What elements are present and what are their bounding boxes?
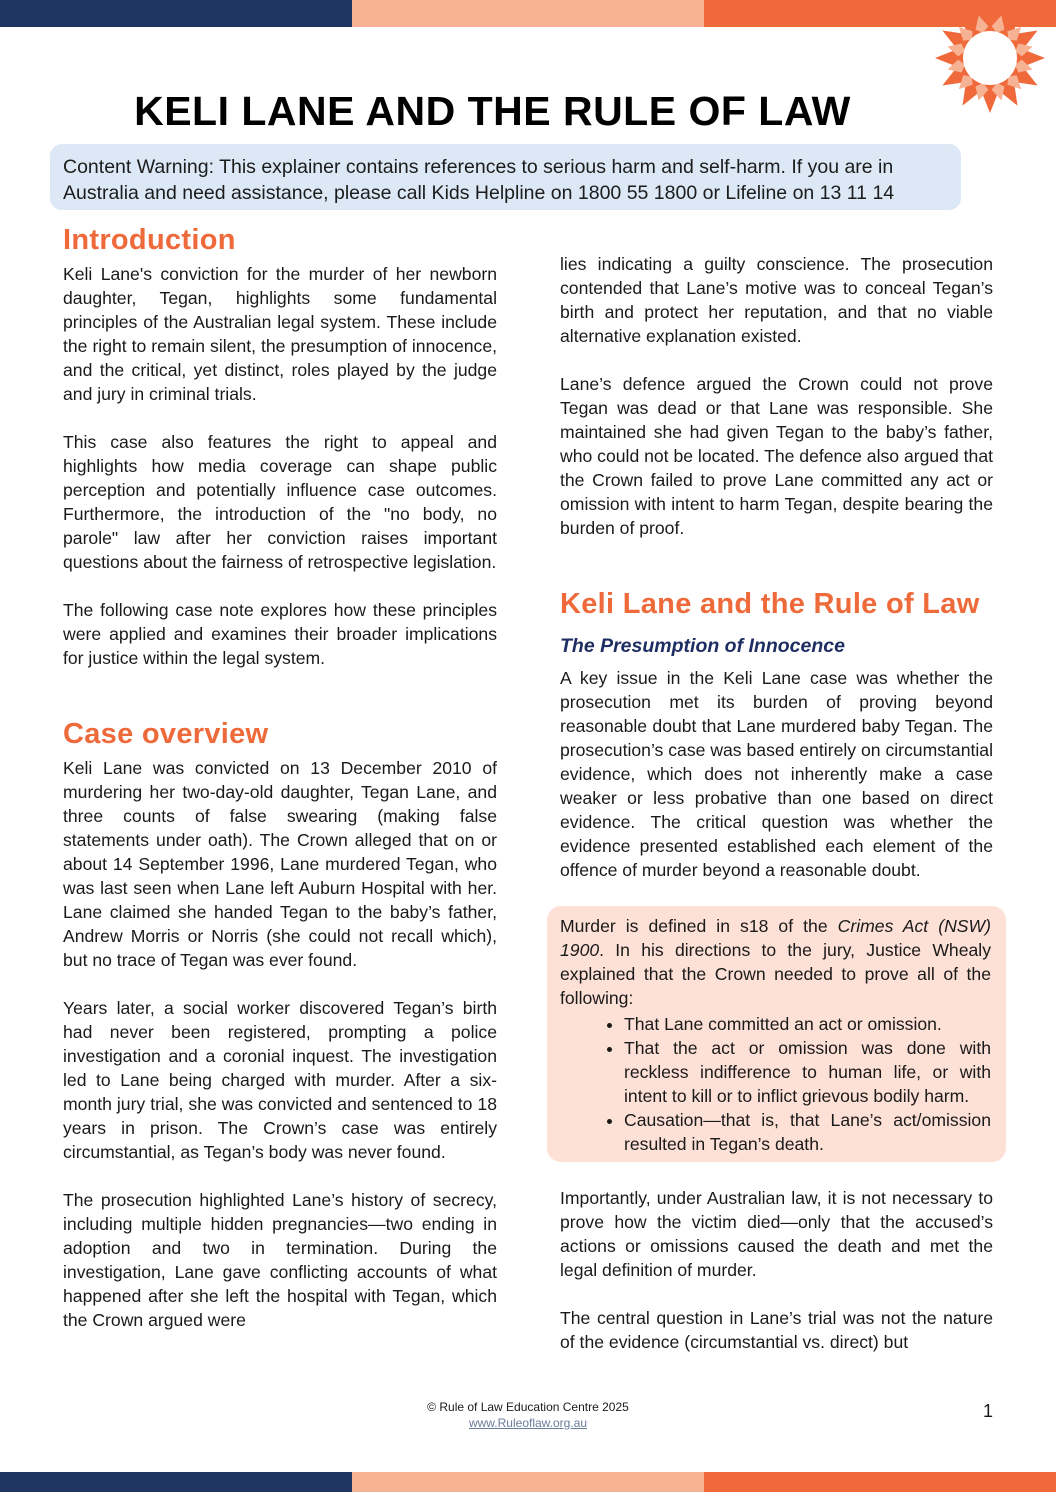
- central-question-paragraph: The central question in Lane’s trial was not the nature of the evidence (circumstantial vs. direct) but: [560, 1308, 993, 1352]
- rule-of-law-heading: Keli Lane and the Rule of Law: [560, 588, 980, 620]
- page-title: KELI LANE AND THE RULE OF LAW: [134, 88, 851, 134]
- callout-text-a: Murder is defined in s18 of the: [560, 916, 838, 936]
- bottom-color-bar: [0, 1472, 1056, 1492]
- callout-text-b: . In his directions to the jury, Justice Whealy explained that the Crown needed to prove all of the following:: [560, 940, 991, 1008]
- introduction-heading: Introduction: [63, 224, 236, 256]
- case-overview-heading: Case overview: [63, 718, 269, 750]
- page-number: 1: [983, 1401, 994, 1421]
- murder-definition-callout: [547, 906, 1006, 1162]
- top-bar-peach: [352, 0, 704, 27]
- callout-intro: [560, 914, 991, 1010]
- elements-list: [560, 1012, 991, 1156]
- list-item: • Causation—that is, that Lane’s act/omission resulted in Tegan’s death.: [624, 1108, 991, 1156]
- intro-paragraph-3: The following case note explores how these principles were applied and examines their broader implications for justice within the legal system.: [63, 600, 497, 668]
- intro-paragraph-2: This case also features the right to appeal and highlights how media coverage can shape public perception and potentially influence case outcomes. Furthermore, the introduction of the "no body, no parole" law after her conviction raises important questions about the fairness of retrospective legislation.: [63, 432, 497, 572]
- crimes-act-title: Crimes Act (NSW) 1900: [560, 916, 991, 960]
- bottom-bar-navy: [0, 1472, 352, 1492]
- overview-paragraph-2: Years later, a social worker discovered Tegan’s birth had never been registered, prompting a police investigation and a coronial inquest. The investigation led to Lane being charged with murder. After a six-month jury trial, she was convicted and sentenced to 18 years in prison. The Crown’s case was entirely circumstantial, as Tegan’s body was never found.: [63, 998, 497, 1162]
- top-bar-navy: [0, 0, 352, 27]
- bottom-bar-orange: [704, 1472, 1056, 1492]
- content-warning: Content Warning: This explainer contains references to serious harm and self-harm. If you are in Australia and need assistance, please call Kids Helpline on 1800 55 1800 or Lifeline on 13 11 14: [50, 144, 961, 210]
- overview-paragraph-3: The prosecution highlighted Lane’s history of secrecy, including multiple hidden pregnancies—two ending in adoption and two in termination. During the investigation, Lane gave conflicting accounts of what happened after she left the hospital with Tegan, which the Crown argued were: [63, 1190, 497, 1330]
- footer: [0, 1399, 1056, 1431]
- right-column: [560, 252, 993, 1378]
- copyright-text: © Rule of Law Education Centre 2025: [427, 1400, 629, 1414]
- overview-paragraph-1: Keli Lane was convicted on 13 December 2010 of murdering her two-day-old daughter, Tegan Lane, and three counts of false swearing (making false statements under oath). The Crown alleged that on or about 14 September 1996, Lane murdered Tegan, who was last seen when Lane left Auburn Hospital with her. Lane claimed she handed Tegan to the baby’s father, Andrew Morris or Norris (she could not recall which), but no trace of Tegan was ever found.: [63, 758, 497, 970]
- left-column: [63, 222, 497, 1356]
- continued-paragraph: lies indicating a guilty conscience. The prosecution contended that Lane’s motive was to conceal Tegan’s birth and protect her reputation, and that no viable alternative explanation existed.: [560, 254, 993, 346]
- top-color-bar: [0, 0, 1056, 27]
- defence-paragraph: Lane’s defence argued the Crown could not prove Tegan was dead or that Lane was responsible. She maintained she had given Tegan to the baby’s father, who could not be located. The defence also argued that the Crown failed to prove Lane committed any act or omission with intent to harm Tegan, despite bearing the burden of proof.: [560, 374, 993, 538]
- presumption-subheading: The Presumption of Innocence: [560, 635, 845, 657]
- list-item: • That Lane committed an act or omission.: [624, 1012, 991, 1036]
- importantly-paragraph: Importantly, under Australian law, it is not necessary to prove how the victim died—only that the accused’s actions or omissions caused the death and met the legal definition of murder.: [560, 1188, 993, 1280]
- list-item: • That the act or omission was done with reckless indifference to human life, or with intent to kill or to inflict grievous bodily harm.: [624, 1036, 991, 1108]
- intro-paragraph-1: Keli Lane's conviction for the murder of her newborn daughter, Tegan, highlights some fundamental principles of the Australian legal system. These include the right to remain silent, the presumption of innocence, and the critical, yet distinct, roles played by the judge and jury in criminal trials.: [63, 264, 497, 404]
- bottom-bar-peach: [352, 1472, 704, 1492]
- website-link[interactable]: www.Ruleoflaw.org.au: [468, 1416, 588, 1430]
- key-issue-paragraph: A key issue in the Keli Lane case was whether the prosecution met its burden of proving beyond reasonable doubt that Lane murdered baby Tegan. The prosecution’s case was based entirely on circumstantial evidence, which does not inherently make a case weaker or less probative than one based on direct evidence. The critical question was whether the evidence presented established each element of the offence of murder beyond a reasonable doubt.: [560, 668, 993, 880]
